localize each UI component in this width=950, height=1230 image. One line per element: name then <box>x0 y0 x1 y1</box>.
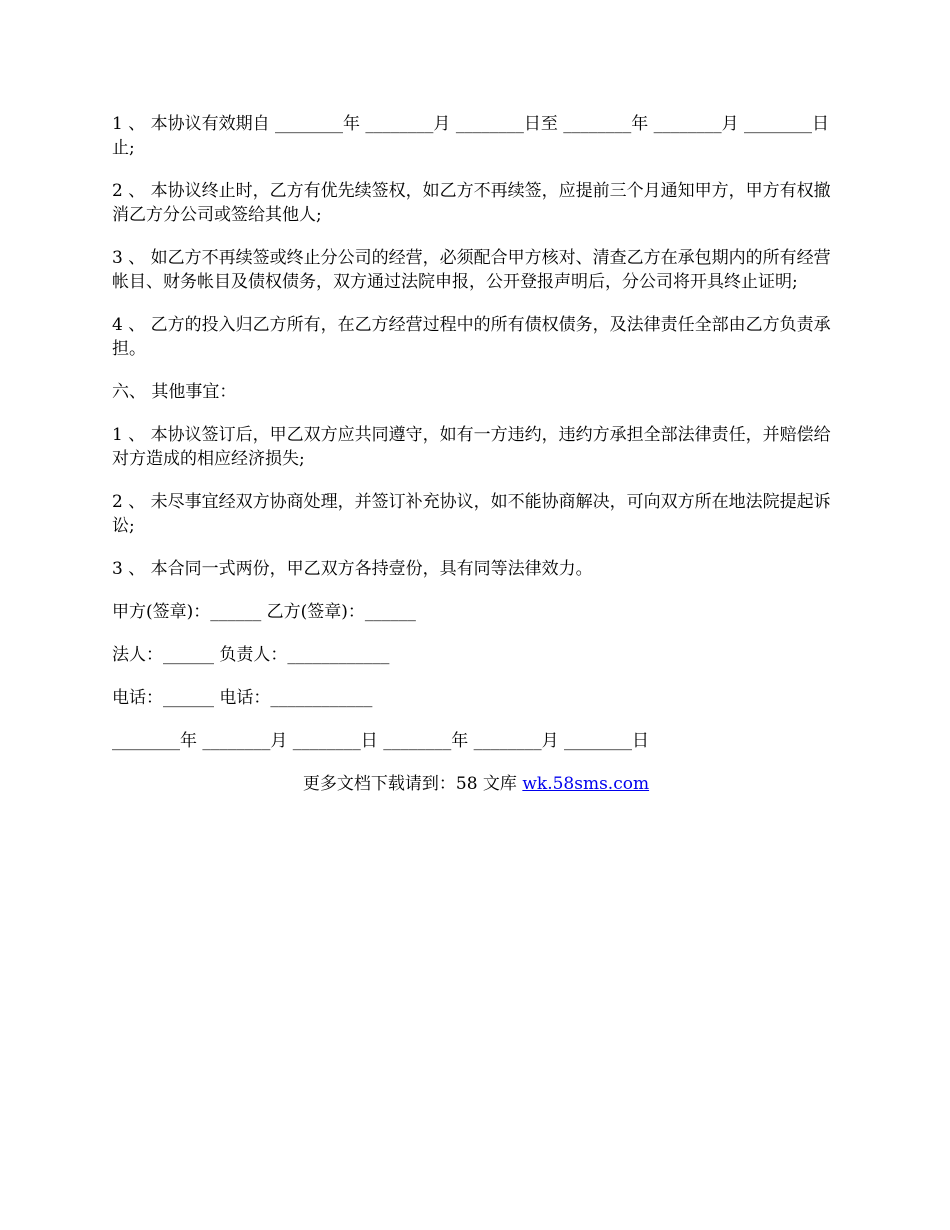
signature-line: 甲方(签章)：______ 乙方(签章)：______ <box>112 602 416 622</box>
footer-text: 更多文档下载请到：58 文库 <box>302 774 523 794</box>
footer-link[interactable]: wk.58sms.com <box>522 774 650 794</box>
section-heading-other-matters: 六、 其他事宜： <box>112 382 237 402</box>
clause-investment-liability: 4 、 乙方的投入归乙方所有，在乙方经营过程中的所有债权债务，及法律责任全部由乙方负责承担。 <box>112 315 831 359</box>
clause-supplementary: 2 、 未尽事宜经双方协商处理，并签订补充协议，如不能协商解决，可向双方所在地法院提起诉讼; <box>112 492 831 536</box>
phone-line: 电话：______ 电话：____________ <box>112 688 373 708</box>
clause-validity-period: 1 、 本协议有效期自 ________年 ________月 ________日至 ________年 ________月 ________日止; <box>112 114 830 158</box>
date-line: ________年 ________月 ________日 ________年 ________月 ________日 <box>112 731 650 751</box>
download-footer <box>112 772 840 796</box>
clause-termination-renewal: 2 、 本协议终止时，乙方有优先续签权，如乙方不再续签，应提前三个月通知甲方，甲方有权撤消乙方分公司或签给其他人; <box>112 181 831 225</box>
legal-person-line: 法人：______ 负责人：____________ <box>112 645 390 665</box>
document-page <box>112 112 840 796</box>
clause-copies: 3 、 本合同一式两份，甲乙双方各持壹份，具有同等法律效力。 <box>112 559 593 579</box>
clause-termination-audit: 3 、 如乙方不再续签或终止分公司的经营，必须配合甲方核对、清查乙方在承包期内的所有经营帐目、财务帐目及债权债务，双方通过法院申报，公开登报声明后，分公司将开具终止证明; <box>112 248 831 292</box>
clause-compliance: 1 、 本协议签订后，甲乙双方应共同遵守，如有一方违约，违约方承担全部法律责任，并赔偿给对方造成的相应经济损失; <box>112 425 831 469</box>
